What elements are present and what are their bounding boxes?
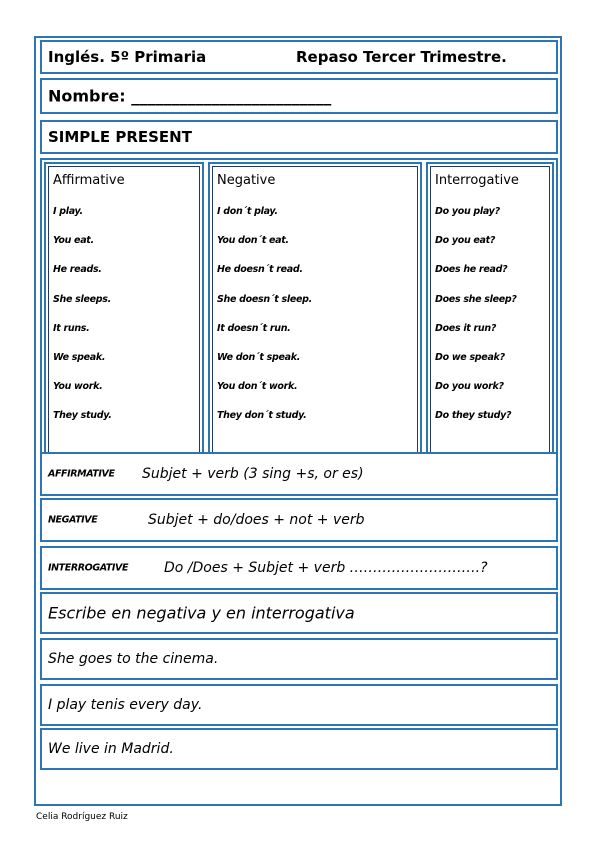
conjugation-table <box>40 158 558 480</box>
worksheet-frame <box>34 36 562 806</box>
exercise-sentence-row[interactable] <box>40 684 558 726</box>
list-item: Do you eat? <box>435 235 496 247</box>
list-item: Do we speak? <box>435 351 505 363</box>
list-item: It runs. <box>53 322 90 334</box>
list-item: You work. <box>53 381 103 393</box>
exercise-instruction: Escribe en negativa y en interrogativa <box>48 603 355 623</box>
list-item: He reads. <box>53 264 102 276</box>
list-item: He doesn´t read. <box>217 264 303 276</box>
header-row <box>40 40 558 74</box>
negative-rule-row <box>40 498 558 542</box>
list-item: I don´t play. <box>217 206 278 217</box>
rule-label-interrogative: INTERROGATIVE <box>48 562 129 574</box>
list-item: Do you play? <box>435 206 500 217</box>
exercise-instruction-row <box>40 592 558 634</box>
rule-label-affirmative: AFFIRMATIVE <box>48 468 115 480</box>
list-item: She doesn´t sleep. <box>217 293 312 305</box>
list-item: It doesn´t run. <box>217 322 291 334</box>
name-field-label: Nombre: _________________________ <box>48 86 332 106</box>
rule-formula-interrogative: Do /Does + Subjet + verb ……………………….? <box>164 560 488 576</box>
worksheet-title: Repaso Tercer Trimestre. <box>296 48 507 66</box>
list-item: Does he read? <box>435 264 508 276</box>
list-item: Does it run? <box>435 322 497 334</box>
list-item: Does she sleep? <box>435 293 517 305</box>
rule-label-negative: NEGATIVE <box>48 514 98 526</box>
affirmative-title: Affirmative <box>53 173 125 188</box>
name-row <box>40 78 558 114</box>
subject-label: Inglés. 5º Primaria <box>48 48 207 66</box>
list-item: I play. <box>53 206 83 217</box>
list-item: You don´t work. <box>217 381 298 393</box>
negative-title: Negative <box>217 173 276 188</box>
section-title-row <box>40 120 558 154</box>
list-item: Do they study? <box>435 410 512 422</box>
interrogative-title: Interrogative <box>435 173 519 188</box>
rule-formula-negative: Subjet + do/does + not + verb <box>148 512 365 528</box>
list-item: You don´t eat. <box>217 235 289 247</box>
list-item: We speak. <box>53 351 106 363</box>
exercise-sentence: We live in Madrid. <box>48 741 174 757</box>
interrogative-rule-row <box>40 546 558 590</box>
list-item: They study. <box>53 410 112 422</box>
affirmative-rule-row <box>40 452 558 496</box>
exercise-sentence-row[interactable] <box>40 728 558 770</box>
author-footer: Celia Rodríguez Ruiz <box>36 812 128 822</box>
list-item: We don´t speak. <box>217 351 301 363</box>
exercise-sentence: She goes to the cinema. <box>48 651 219 667</box>
list-item: They don´t study. <box>217 410 307 422</box>
list-item: She sleeps. <box>53 293 111 305</box>
negative-column <box>208 162 422 474</box>
affirmative-column <box>44 162 204 474</box>
section-title: SIMPLE PRESENT <box>48 128 192 146</box>
rule-formula-affirmative: Subjet + verb (3 sing +s, or es) <box>142 466 364 482</box>
exercise-sentence-row[interactable] <box>40 638 558 680</box>
list-item: Do you work? <box>435 381 504 393</box>
exercise-sentence: I play tenis every day. <box>48 697 203 713</box>
interrogative-column <box>426 162 554 474</box>
list-item: You eat. <box>53 235 94 247</box>
